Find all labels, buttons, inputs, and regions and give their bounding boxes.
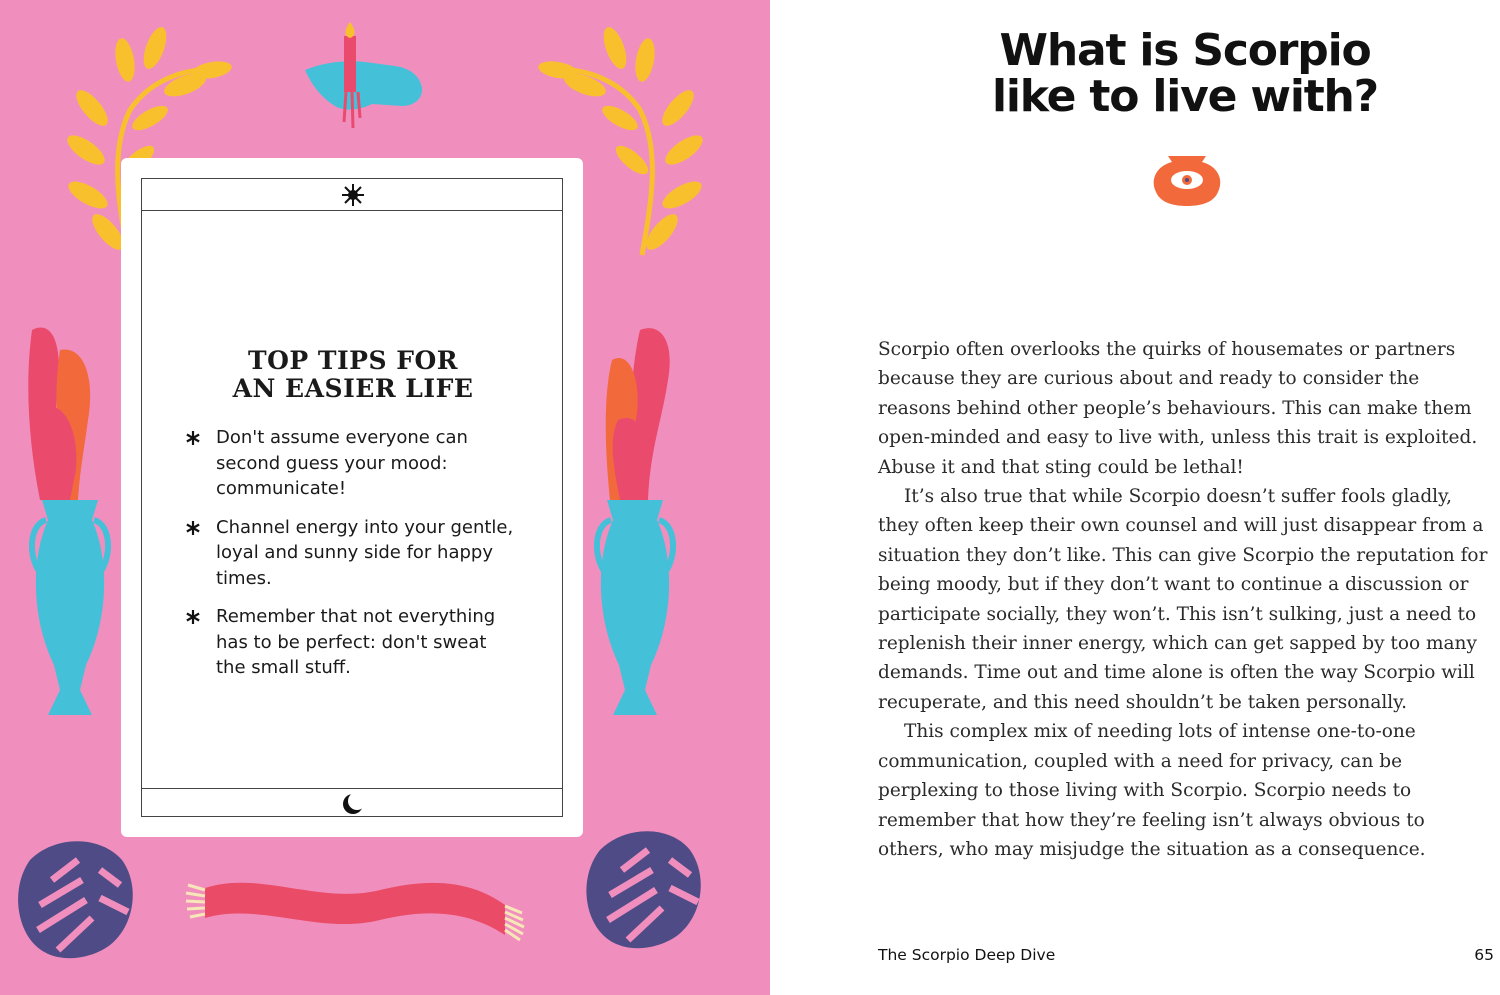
moon-icon	[341, 792, 365, 816]
tips-card	[121, 158, 583, 837]
tip-text: Don't assume everyone can second guess your mood: communicate!	[216, 427, 468, 499]
page-number: 65	[1474, 946, 1494, 964]
list-item	[186, 604, 516, 681]
tips-card-frame	[141, 178, 563, 817]
star-bullet-icon	[186, 521, 200, 535]
tip-text: Channel energy into your gentle, loyal and sunny side for happy times.	[216, 516, 514, 589]
tips-title: TOP TIPS FOR AN EASIER LIFE	[232, 346, 474, 403]
sun-icon	[341, 183, 365, 207]
left-vase-icon	[28, 327, 108, 715]
right-vase-icon	[597, 328, 673, 715]
tips-list	[186, 425, 516, 694]
right-monstera-leaf-icon	[586, 831, 700, 948]
frame-top-divider	[142, 210, 562, 211]
left-monstera-leaf-icon	[18, 841, 133, 958]
list-item	[186, 425, 516, 502]
hand-candle-icon	[305, 22, 422, 128]
body-text	[878, 335, 1493, 864]
rug-icon	[186, 883, 524, 940]
right-page	[770, 0, 1500, 995]
footer-book-title: The Scorpio Deep Dive	[878, 946, 1056, 964]
star-bullet-icon	[186, 431, 200, 445]
frame-bottom-divider	[142, 788, 562, 789]
tip-text: Remember that not everything has to be perfect: don't sweat the small stuff.	[216, 606, 496, 678]
paragraph: Scorpio often overlooks the quirks of housemates or partners because they are curious about and ready to consider the reasons behind other people’s behaviours. This can make them open-minded and easy to live with, unless this trait is exploited. Abuse it and that sting could be lethal!	[878, 339, 1478, 478]
paragraph: This complex mix of needing lots of intense one-to-one communication, coupled with a need for privacy, can be perplexing to those living with Scorpio. Scorpio needs to remember that how they’re feeling isn’t always obvious to others, who may misjudge the situation as a consequence.	[878, 721, 1426, 860]
page-title: What is Scorpio like to live with?	[991, 25, 1378, 122]
list-item	[186, 515, 516, 592]
star-bullet-icon	[186, 610, 200, 624]
paragraph: It’s also true that while Scorpio doesn’t suffer fools gladly, they often keep their own counsel and will just disappear from a situation they don’t like. This can give Scorpio the reputation for being moody, but if they don’t want to continue a discussion or participate socially, they won’t. This isn’t sulking, just a need to replenish their inner energy, which can get sapped by too many demands. Time out and time alone is often the way Scorpio will recuperate, and this need shouldn’t be taken personally.	[878, 486, 1488, 713]
eye-icon	[1148, 152, 1226, 208]
